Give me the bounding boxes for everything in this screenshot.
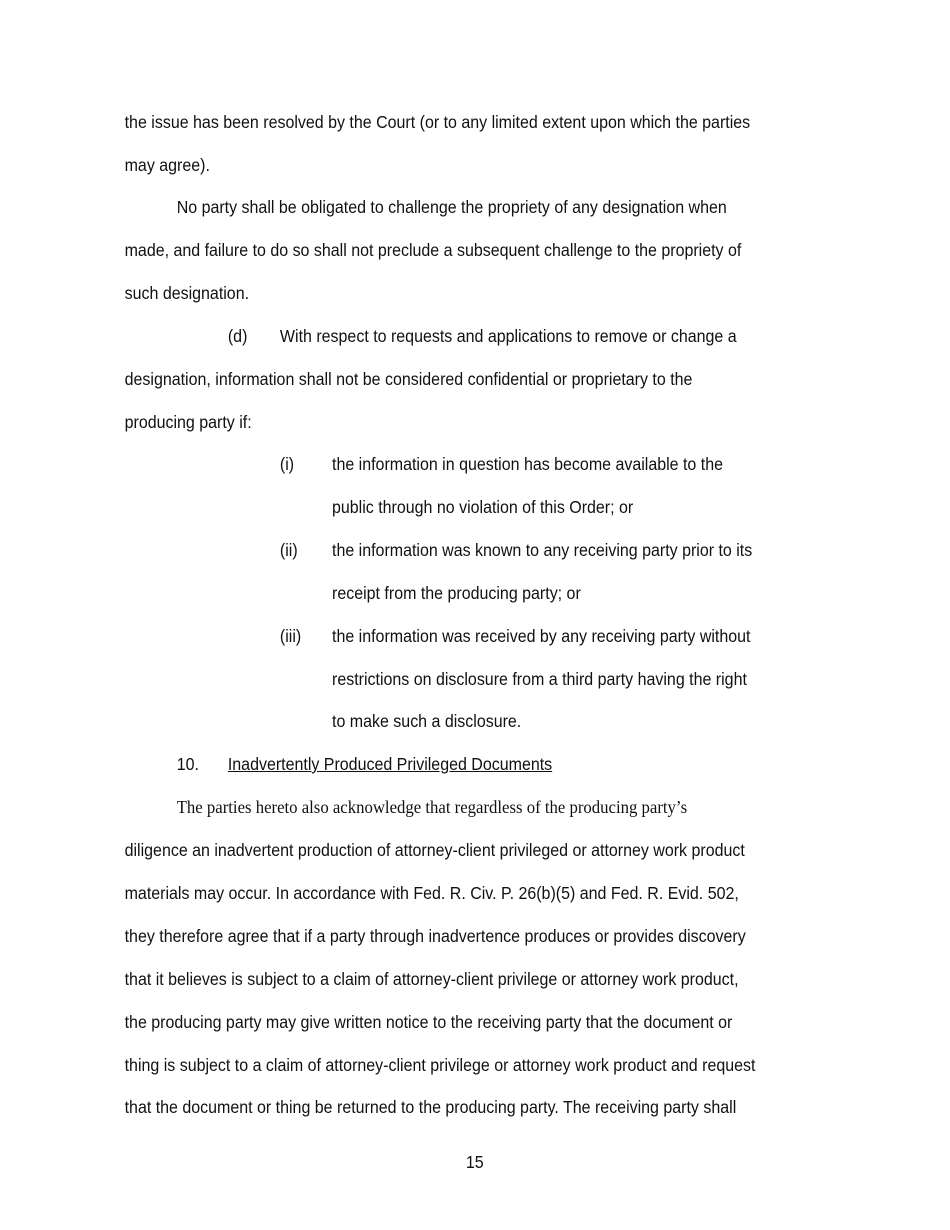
list-item-line: the information was known to any receiving party prior to its xyxy=(332,540,753,560)
list-item-line: the information in question has become available to the xyxy=(332,454,723,474)
paragraph-line: With respect to requests and applications to remove or change a xyxy=(279,326,737,346)
paragraph-line: designation, information shall not be considered confidential or proprietary to the xyxy=(124,369,693,389)
paragraph-line: they therefore agree that if a party through inadvertence produces or provides discovery xyxy=(124,926,746,946)
paragraph-line: The parties hereto also acknowledge that regardless of the producing party’s xyxy=(176,797,688,817)
list-item-number: (ii) xyxy=(279,540,298,560)
paragraph-line: producing party if: xyxy=(124,412,252,432)
paragraph-line: diligence an inadvertent production of attorney-client privileged or attorney work product xyxy=(124,840,745,860)
section-heading: Inadvertently Produced Privileged Documents xyxy=(227,754,553,774)
paragraph-line: thing is subject to a claim of attorney-client privilege or attorney work product and request xyxy=(124,1055,756,1075)
page-number: 15 xyxy=(465,1152,484,1172)
paragraph-line: No party shall be obligated to challenge the propriety of any designation when xyxy=(176,197,727,217)
paragraph-line: materials may occur. In accordance with Fed. R. Civ. P. 26(b)(5) and Fed. R. Evid. 502, xyxy=(124,883,739,903)
list-item-line: public through no violation of this Order; or xyxy=(332,497,634,517)
list-item-line: restrictions on disclosure from a third party having the right xyxy=(332,669,747,689)
paragraph-line: that the document or thing be returned to the producing party. The receiving party shall xyxy=(124,1097,737,1117)
paragraph-line: the issue has been resolved by the Court (or to any limited extent upon which the parties xyxy=(124,112,751,132)
subsection-label: (d) xyxy=(227,326,248,346)
paragraph-line: made, and failure to do so shall not preclude a subsequent challenge to the propriety of xyxy=(124,240,742,260)
paragraph-line: such designation. xyxy=(124,283,250,303)
list-item-number: (i) xyxy=(279,454,295,474)
paragraph-line: that it believes is subject to a claim of attorney-client privilege or attorney work product, xyxy=(124,969,739,989)
paragraph-line: the producing party may give written notice to the receiving party that the document or xyxy=(124,1012,733,1032)
list-item-line: to make such a disclosure. xyxy=(332,711,522,731)
list-item-line: the information was received by any receiving party without xyxy=(332,626,751,646)
paragraph-line: may agree). xyxy=(124,155,210,175)
list-item-number: (iii) xyxy=(279,626,302,646)
list-item-line: receipt from the producing party; or xyxy=(332,583,581,603)
section-number: 10. xyxy=(176,754,199,774)
